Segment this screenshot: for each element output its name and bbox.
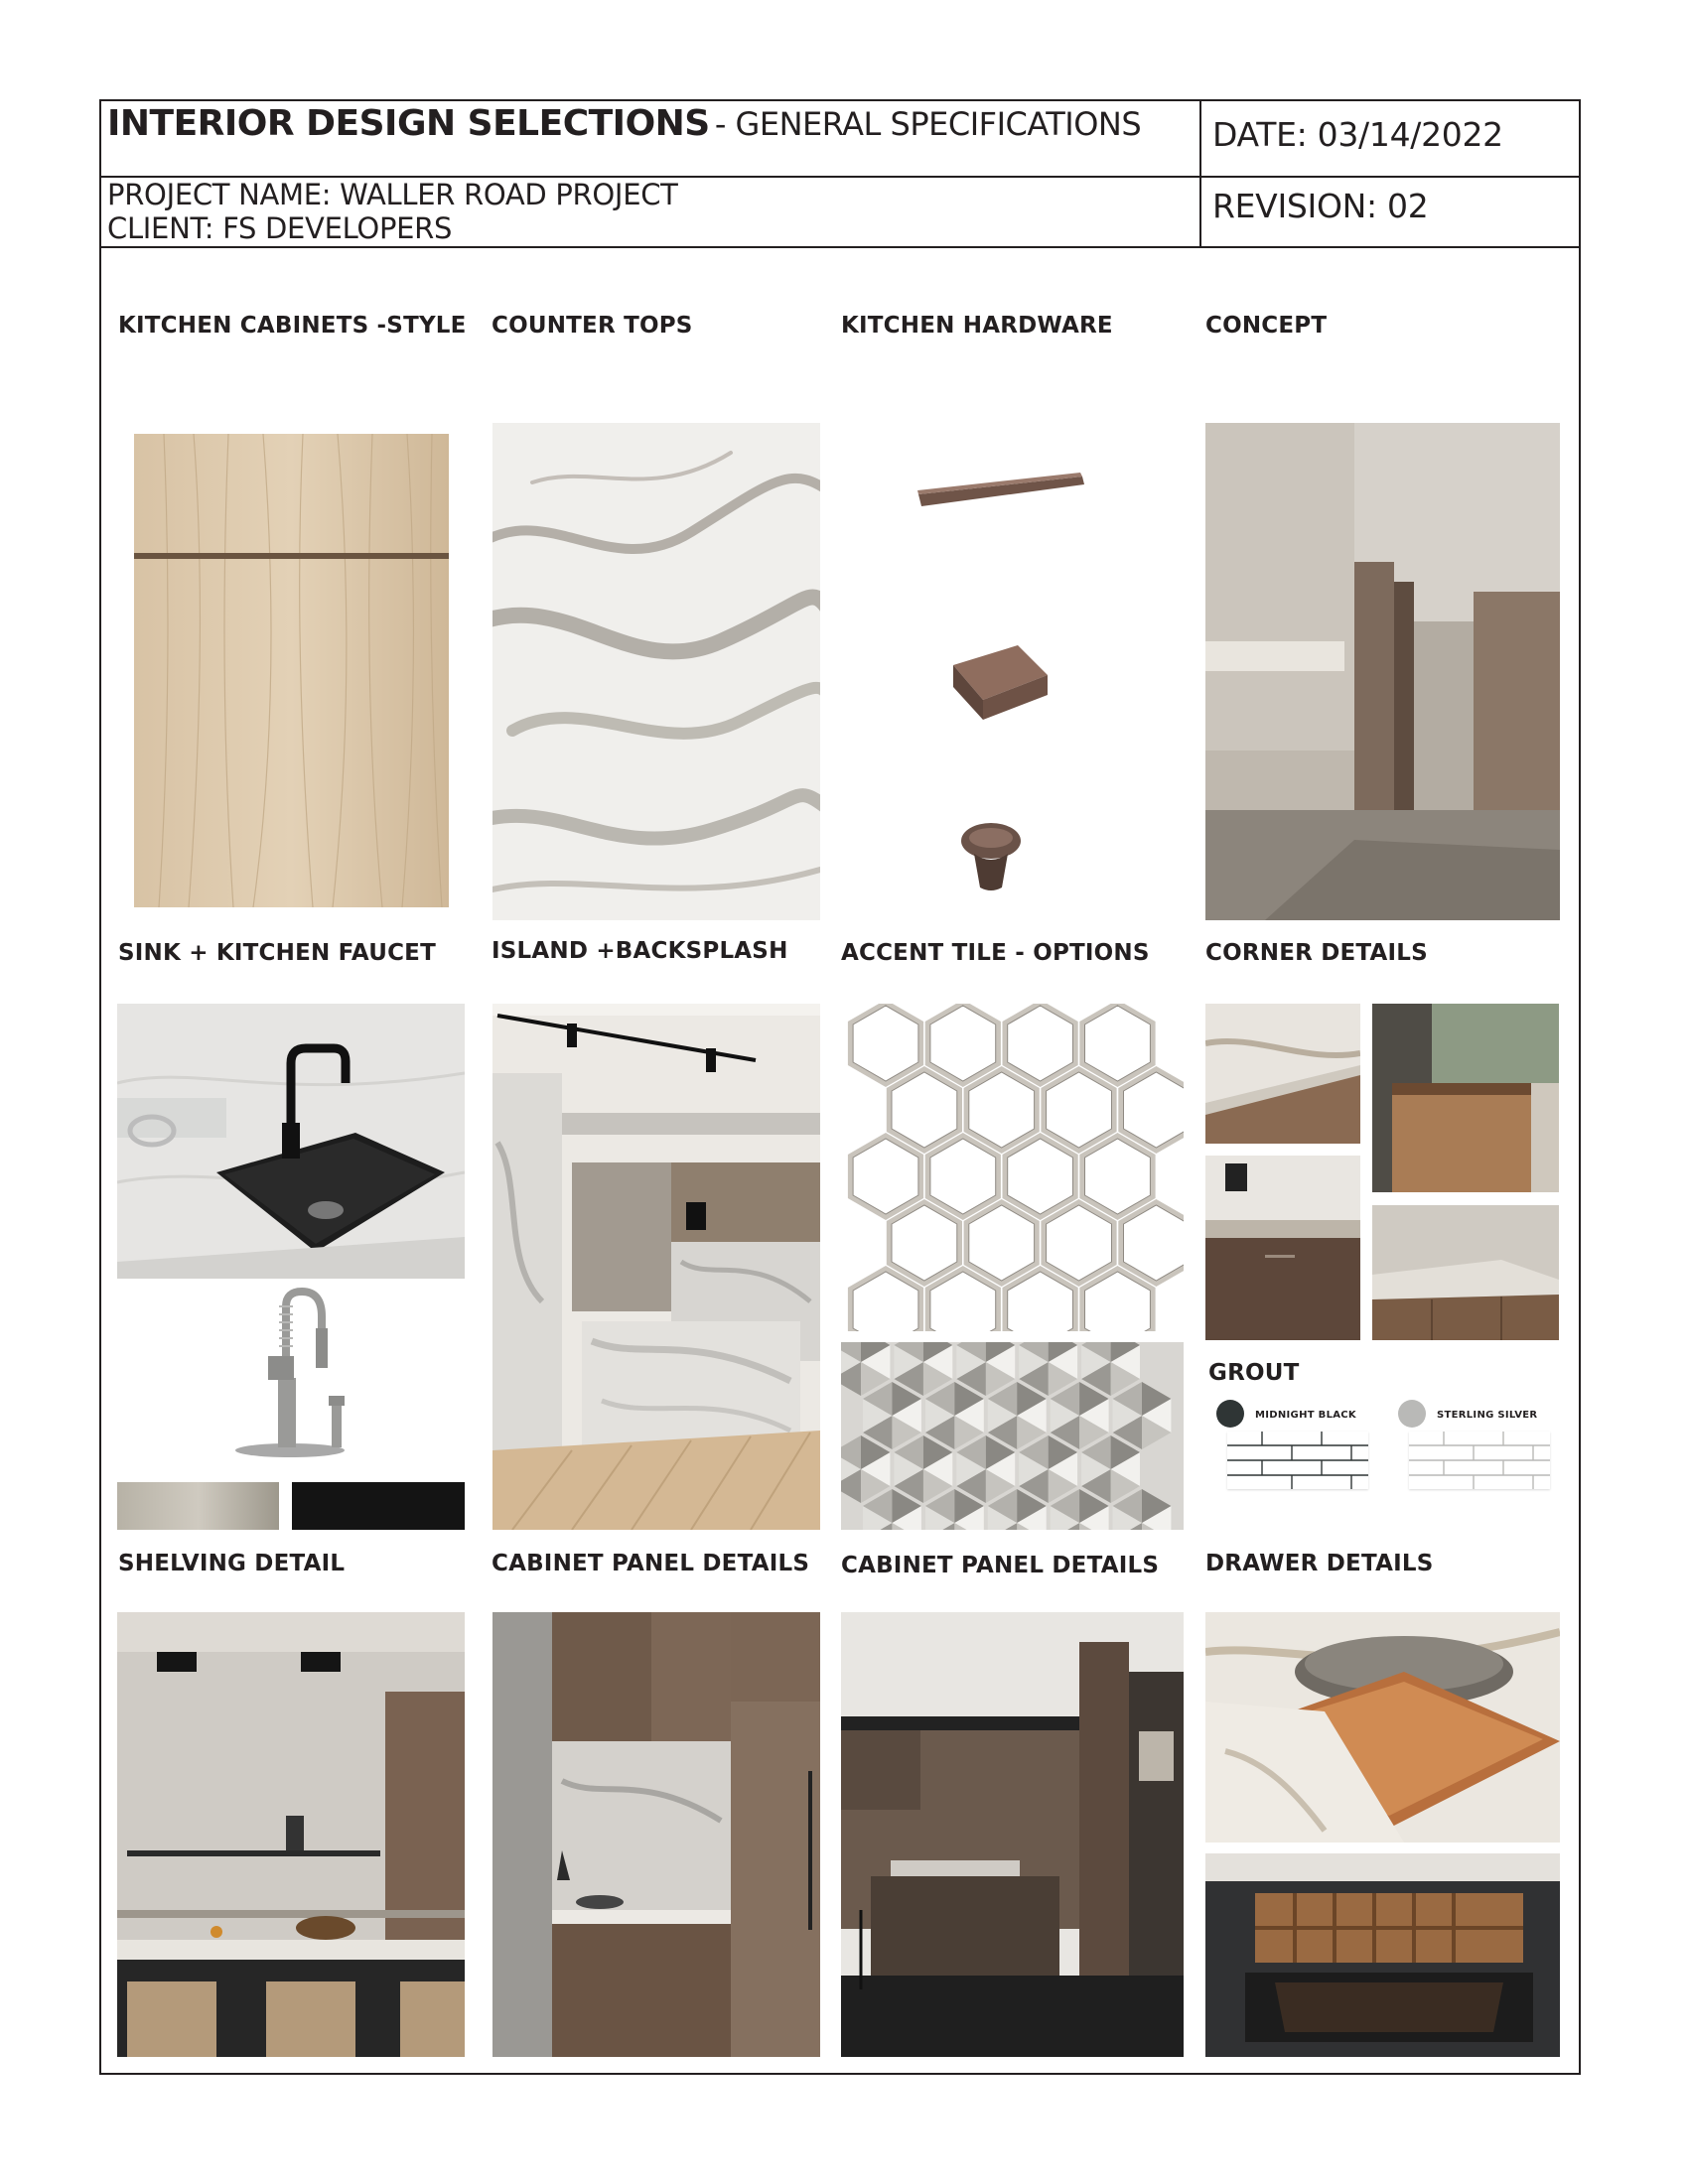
edge-pull-hardware	[938, 635, 1053, 725]
corner-detail-1	[1205, 1004, 1360, 1144]
grout-swatches	[1213, 1396, 1571, 1495]
label-shelving-detail: SHELVING DETAIL	[118, 1551, 346, 1576]
cabinet-panel-image-1	[492, 1612, 820, 2057]
header-vertical-divider	[1199, 99, 1201, 246]
finish-swatch-steel	[117, 1482, 279, 1530]
concept-image	[1205, 423, 1560, 920]
title-main: INTERIOR DESIGN SELECTIONS	[107, 103, 710, 144]
cabinet-door-image	[134, 434, 449, 907]
client-name: CLIENT: FS DEVELOPERS	[107, 211, 453, 245]
grout-subway-tile	[1227, 1432, 1368, 1489]
knob-hardware	[956, 816, 1026, 895]
corner-detail-4	[1372, 1205, 1559, 1340]
label-island-backsplash: ISLAND +BACKSPLASH	[492, 938, 788, 964]
shelving-image	[117, 1612, 465, 2057]
grout-subway-tile	[1409, 1432, 1550, 1489]
grout-swatch-label: MIDNIGHT BLACK	[1255, 1410, 1356, 1421]
sink-image	[117, 1004, 465, 1279]
label-sink-faucet: SINK + KITCHEN FAUCET	[118, 940, 436, 966]
accent-tile-metallic-option	[841, 1342, 1184, 1530]
label-grout: GROUT	[1208, 1360, 1300, 1386]
corner-detail-3	[1205, 1156, 1360, 1340]
project-name: PROJECT NAME: WALLER ROAD PROJECT	[107, 178, 678, 211]
drawer-detail-2	[1205, 1853, 1560, 2057]
cabinet-panel-image-2	[841, 1612, 1184, 2057]
grout-swatch-label: STERLING SILVER	[1437, 1410, 1538, 1421]
finish-swatch-black	[292, 1482, 465, 1530]
date-field: DATE: 03/14/2022	[1212, 115, 1503, 154]
label-kitchen-cabinets: KITCHEN CABINETS -STYLE	[118, 313, 467, 339]
header-divider-2	[99, 246, 1581, 248]
label-kitchen-hardware: KITCHEN HARDWARE	[841, 313, 1113, 339]
label-cabinet-panel-1: CABINET PANEL DETAILS	[492, 1551, 810, 1576]
countertop-marble-image	[492, 423, 820, 920]
label-concept: CONCEPT	[1205, 313, 1328, 339]
grout-color-dot	[1398, 1400, 1426, 1428]
drawer-detail-1	[1205, 1612, 1560, 1843]
faucet-image	[230, 1287, 369, 1460]
grout-swatch	[1213, 1396, 1387, 1495]
label-accent-tile: ACCENT TILE - OPTIONS	[841, 940, 1150, 966]
grout-color-dot	[1216, 1400, 1244, 1428]
label-corner-details: CORNER DETAILS	[1205, 940, 1428, 966]
label-drawer-details: DRAWER DETAILS	[1205, 1551, 1434, 1576]
label-counter-tops: COUNTER TOPS	[492, 313, 693, 339]
corner-detail-2	[1372, 1004, 1559, 1192]
island-backsplash-image	[492, 1004, 820, 1530]
title-sub: - GENERAL SPECIFICATIONS	[714, 105, 1142, 143]
bar-pull-hardware	[914, 467, 1087, 514]
accent-tile-hex-option	[841, 1004, 1184, 1331]
grout-swatch	[1395, 1396, 1569, 1495]
revision-field: REVISION: 02	[1212, 187, 1429, 225]
label-cabinet-panel-2: CABINET PANEL DETAILS	[841, 1553, 1160, 1578]
document-title	[107, 103, 1141, 144]
